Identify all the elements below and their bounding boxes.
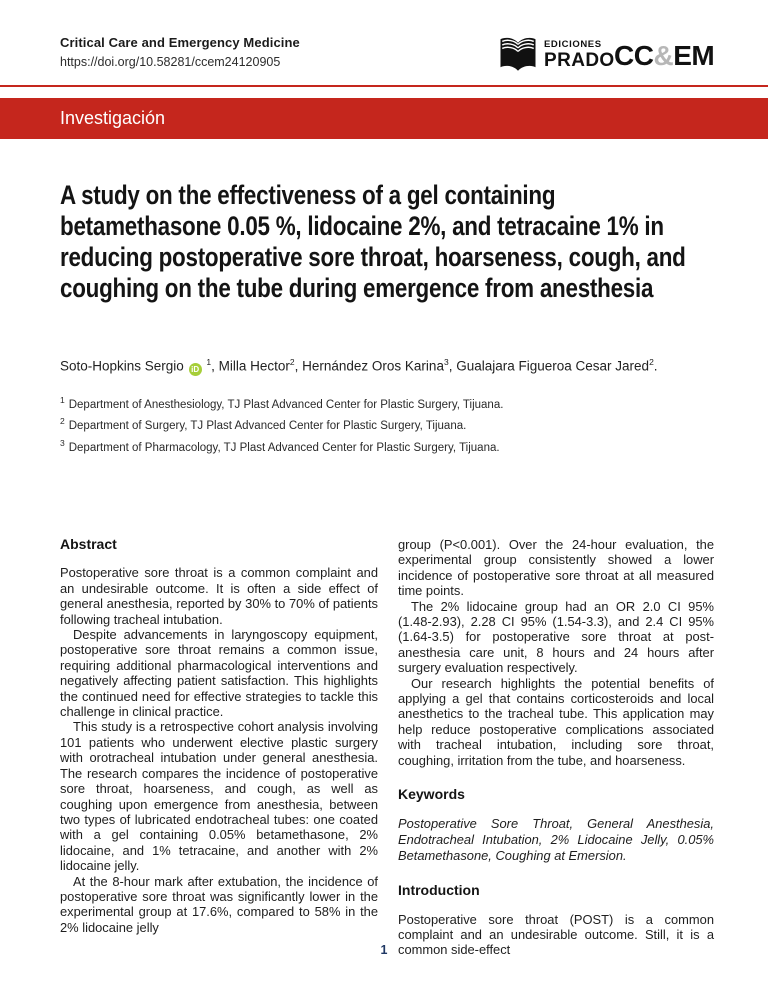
journal-name: Critical Care and Emergency Medicine: [60, 35, 300, 50]
author-separator: ,: [294, 358, 303, 374]
page-number: 1: [380, 943, 388, 957]
author-name: Gualajara Figueroa Cesar Jared: [456, 358, 650, 374]
article-title: A study on the effectiveness of a gel containing betamethasone 0.05 %, lidocaine 2%, and tetracaine 1% in reducing postoperative sore throat, hoarseness, cough, and coughing on the tube during emergence from anesthesia: [60, 180, 686, 304]
section-banner: [0, 98, 768, 139]
author-line: [60, 357, 720, 376]
author-affil-marker: 3: [443, 357, 449, 367]
author-separator: ,: [448, 358, 457, 374]
keywords-text: Postoperative Sore Throat, General Anesthesia, Endotracheal Intubation, 2% Lidocaine Jelly, 0.05% Betamethasone, Coughing at Emersion.: [398, 815, 714, 863]
left-column: [60, 537, 378, 958]
right-column: [398, 537, 714, 958]
header-divider-rule: [0, 85, 768, 87]
affiliation-item: [60, 392, 720, 413]
publisher-wordmark: [544, 40, 615, 71]
author-separator: ,: [211, 358, 219, 374]
doi-link[interactable]: https://doi.org/10.58281/ccem24120905: [60, 55, 281, 69]
abstract-paragraph: Postoperative sore throat is a common complaint and an undesirable outcome. It is often a side effect of general anesthesia, reported by 30% to 70% of patients following tracheal intubation.: [60, 565, 378, 627]
abstract-heading: Abstract: [60, 536, 117, 552]
abstract-paragraph: This study is a retrospective cohort analysis involving 101 patients who underwent elective plastic surgery with orotracheal intubation under general anesthesia. The research compares the incidence of postoperative sore throat, hoarseness, and cough, as well as coughing upon emergence from anesthesia, between two types of lubricated endotracheal tubes: one coated with a gel containing 0.05% betamethasone, 2% lidocaine, and 1% tetracaine, and another with 2% lidocaine jelly.: [60, 719, 378, 874]
affiliation-item: [60, 435, 720, 456]
author-affil-marker: 2: [289, 357, 295, 367]
keywords-heading: Keywords: [398, 786, 465, 803]
journal-abbrev-ampersand: &: [653, 40, 674, 71]
header: [60, 35, 300, 69]
affiliation-text: Department of Surgery, TJ Plast Advanced Center for Plastic Surgery, Tijuana.: [68, 420, 467, 433]
affiliation-marker: 3: [60, 437, 65, 448]
journal-abbrev-logo: [614, 40, 714, 72]
author-affil-marker: 1: [206, 357, 212, 367]
publisher-name-bottom: PRADO: [544, 50, 615, 72]
affiliation-marker: 1: [60, 395, 65, 405]
abstract-paragraph: The 2% lidocaine group had an OR 2.0 CI 95% (1.48-2.93), 2.28 CI 95% (1.54-3.3), and 2.4 CI 95% (1.64-3.5) for postoperative sore throat at post-anesthesia care unit, 8 hours and 24 hours after surgery evaluation respectively.: [398, 598, 714, 676]
affiliation-text: Department of Anesthesiology, TJ Plast Advanced Center for Plastic Surgery, Tijuana.: [68, 398, 504, 411]
affiliations: [60, 392, 720, 456]
publisher-logo: [497, 34, 615, 76]
author-name: Milla Hector: [218, 358, 290, 374]
abstract-paragraph: At the 8-hour mark after extubation, the incidence of postoperative sore throat was significantly lower in the experimental group at 17.6%, compared to 58% in the 2% lidocaine jelly: [60, 873, 378, 935]
author-name: Soto-Hopkins Sergio: [60, 358, 184, 374]
section-banner-label: Investigación: [60, 108, 166, 128]
page-footer: [0, 941, 768, 959]
introduction-heading: Introduction: [398, 882, 480, 899]
journal-abbrev-em: EM: [673, 40, 715, 71]
orcid-icon[interactable]: iD: [189, 363, 202, 376]
author-affil-marker: 2: [649, 357, 654, 367]
body-columns: [60, 537, 714, 958]
abstract-paragraph: Despite advancements in laryngoscopy equipment, postoperative sore throat remains a common issue, requiring additional pharmacological interventions and negatively affecting patient satisfaction. This highlights the continued need for effective strategies to tackle this challenge in clinical practice.: [60, 627, 378, 720]
affiliation-item: [60, 413, 720, 434]
author-name: Hernández Oros Karina: [302, 358, 444, 374]
introduction-paragraph: Postoperative sore throat (POST) is a common complaint and an undesirable outcome. Still, it is a common side-effect: [398, 911, 714, 958]
open-book-icon: [497, 34, 539, 76]
journal-abbrev-cc: CC: [614, 40, 654, 71]
abstract-paragraph: Our research highlights the potential benefits of applying a gel that contains corticosteroids and local anesthetics to the tracheal tube. This application may help reduce postoperative complications associated with tracheal intubation, including sore throat, coughing, irritation from the tube, and hoarseness.: [398, 675, 714, 768]
publisher-name-top: EDICIONES: [544, 38, 602, 50]
abstract-paragraph: group (P<0.001). Over the 24-hour evaluation, the experimental group consistently showed a lower incidence of postoperative sore throat at all measured time points.: [398, 537, 714, 599]
affiliation-text: Department of Pharmacology, TJ Plast Advanced Center for Plastic Surgery, Tijuana.: [68, 441, 500, 454]
author-separator: .: [653, 358, 658, 374]
affiliation-marker: 2: [60, 416, 65, 427]
